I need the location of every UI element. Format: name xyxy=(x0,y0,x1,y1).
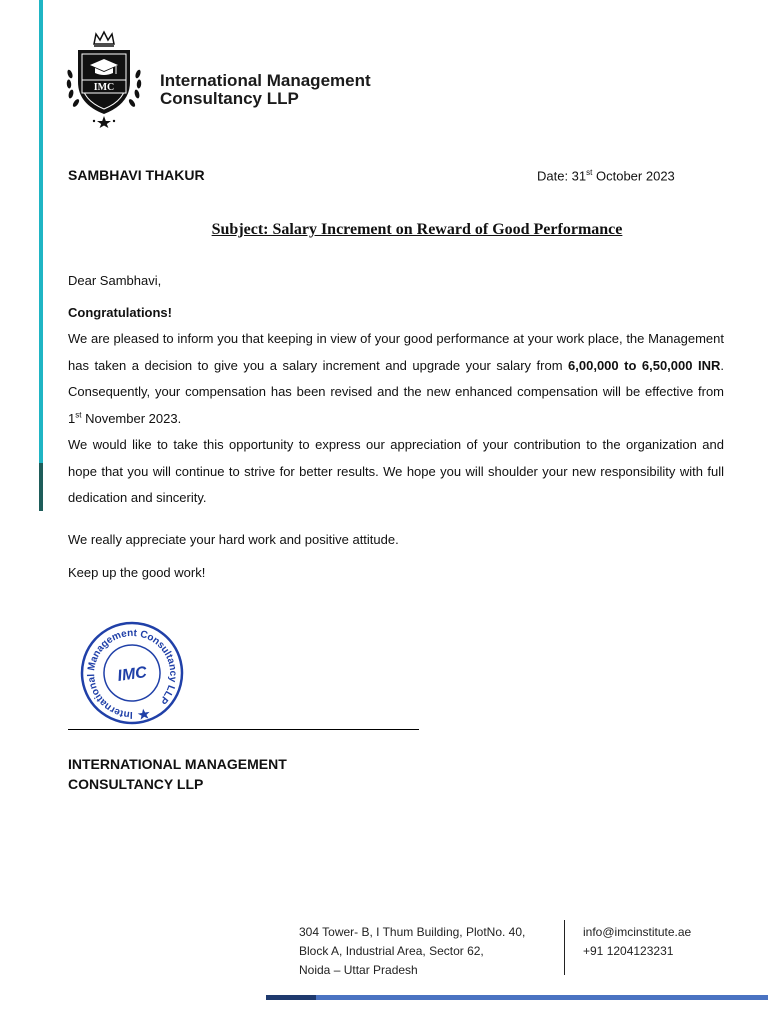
side-accent-bar-dark xyxy=(39,463,43,511)
closing-line-2: Keep up the good work! xyxy=(68,565,206,580)
company-logo xyxy=(64,30,144,128)
signatory-company xyxy=(68,754,287,794)
footer-contact xyxy=(583,923,691,961)
contact-phone[interactable]: +91 1204123231 xyxy=(583,944,674,958)
footer-accent-bar xyxy=(316,995,768,1000)
company-name-header xyxy=(160,72,371,108)
contact-email[interactable]: info@imcinstitute.ae xyxy=(583,925,692,939)
stamp-ring-text: International Management Consultancy LLP xyxy=(86,627,179,721)
signature-line xyxy=(68,729,419,730)
paragraph-appreciation: We would like to take this opportunity to express our appreciation of your contribution to the organization and hope that you will continue to strive for better results. We hope you will shoulder your new responsibility with full dedication and sincerity. xyxy=(68,437,724,505)
company-name-line1: International Management xyxy=(160,71,371,90)
address-line2: Block A, Industrial Area, Sector 62, xyxy=(299,944,484,958)
stamp-star-icon xyxy=(137,708,150,720)
footer-accent-bar-dark xyxy=(266,995,316,1000)
address-line3: Noida – Uttar Pradesh xyxy=(299,963,418,977)
letter-date: Date: 31st October 2023 xyxy=(537,168,675,184)
company-stamp xyxy=(76,620,188,726)
salutation: Dear Sambhavi, xyxy=(68,273,162,288)
signatory-company-line1: INTERNATIONAL MANAGEMENT xyxy=(68,756,287,772)
paragraph-increment: We are pleased to inform you that keeping in view of your good performance at your work place, the Management has taken a decision to give you a salary increment and upgrade your salary from 6,00,000 to 6,50,000 INR. Consequently, your compensation has been revised and the new enhanced compensation will be effective from 1st November 2023. xyxy=(68,331,724,426)
company-name-line2: Consultancy LLP xyxy=(160,89,299,108)
signatory-company-line2: CONSULTANCY LLP xyxy=(68,776,204,792)
letter-subject: Subject: Salary Increment on Reward of Good Performance xyxy=(211,221,623,238)
logo-text: IMC xyxy=(93,82,115,93)
footer-divider xyxy=(564,920,565,975)
recipient-name: SAMBHAVI THAKUR xyxy=(68,167,205,183)
stamp-center-text: IMC xyxy=(116,664,148,685)
footer-address xyxy=(299,923,525,980)
congratulations-line: Congratulations! xyxy=(68,305,172,320)
address-line1: 304 Tower- B, I Thum Building, PlotNo. 40, xyxy=(299,925,526,939)
salary-figures: 6,00,000 to 6,50,000 INR xyxy=(568,357,721,373)
closing-line-1: We really appreciate your hard work and positive attitude. xyxy=(68,532,399,547)
